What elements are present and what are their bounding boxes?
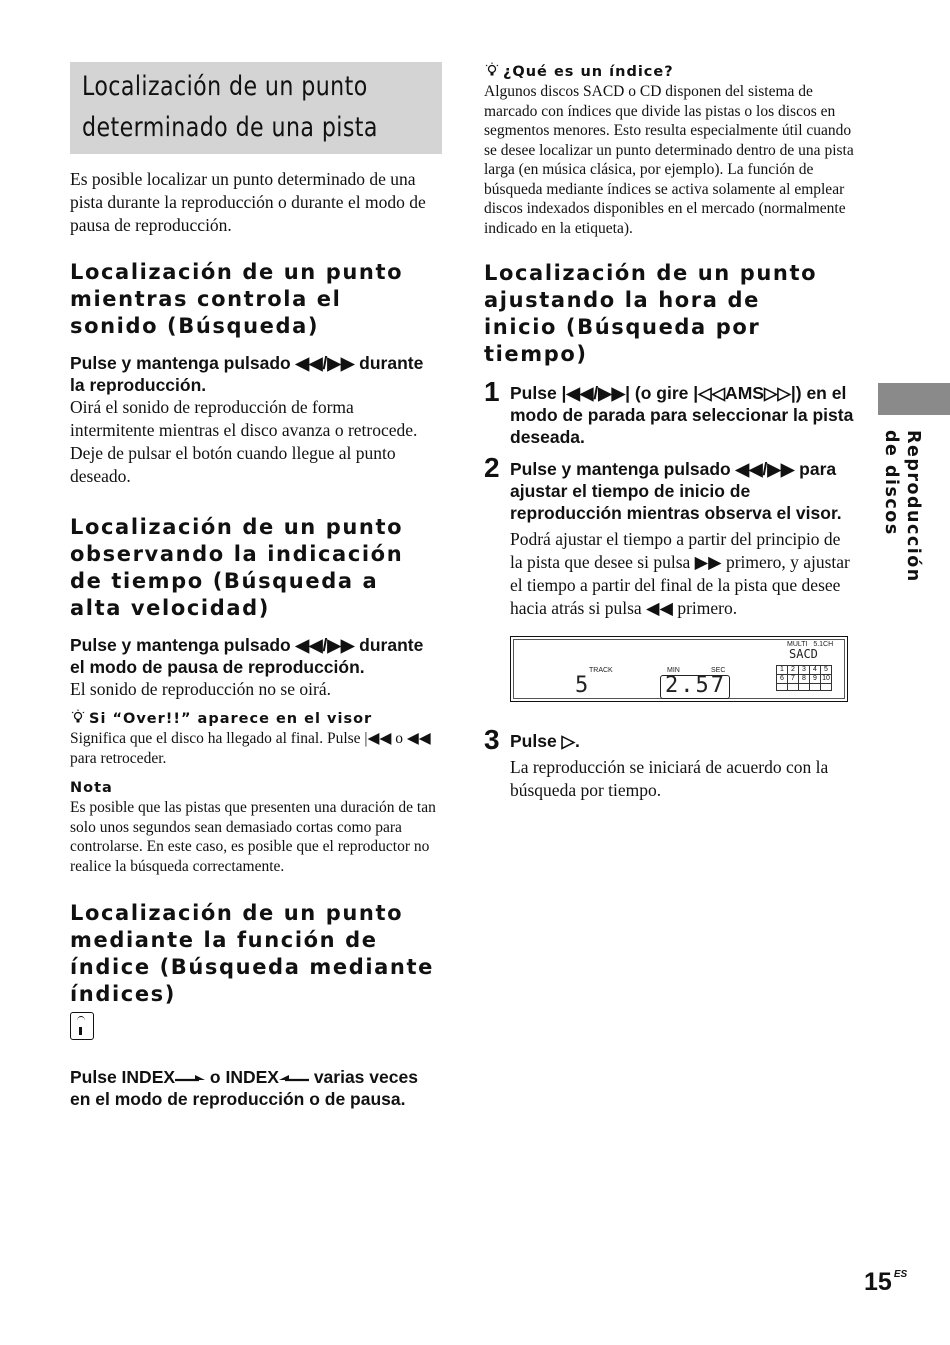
page-number-value: 15 <box>864 1268 892 1296</box>
note-heading: Nota <box>70 780 113 796</box>
step-3-text: Pulse ▷. <box>510 731 580 751</box>
step-3-body: La reproducción se iniciará de acuerdo con la búsqueda por tiempo. <box>510 757 829 800</box>
lightbulb-icon <box>484 62 500 78</box>
section-heading-index: Localización de un punto mediante la función de índice (Búsqueda mediante índices) <box>70 901 434 1006</box>
grid-cell: 3 <box>799 666 810 675</box>
lightbulb-icon <box>70 709 86 725</box>
display-sec-label: SEC <box>711 667 726 674</box>
step-number: 2 <box>484 452 500 483</box>
tip-heading-text: Si “Over!!” aparece en el visor <box>89 711 373 727</box>
section-heading-high-speed: Localización de un punto observando la indicación de tiempo (Búsqueda a alta velocidad) <box>70 515 404 620</box>
step-2-body: Podrá ajustar el tiempo a partir del principio de la pista que desee si pulsa ▶▶ primero, y ajustar el tiempo a partir del final de la pista que desee hacia atrás si pulsa ◀◀ primero. <box>510 529 850 618</box>
step-3 <box>484 724 856 802</box>
grid-cell <box>777 684 788 691</box>
grid-cell: 4 <box>810 666 821 675</box>
sidebar-line: Reproducción <box>903 430 923 583</box>
display-sacd: SACD <box>789 647 818 661</box>
intro-text: Es posible localizar un punto determinado de una pista durante la reproducción o durante el modo de pausa de reproducción. <box>70 169 426 235</box>
sidebar-text-block <box>880 430 924 583</box>
step-2 <box>484 452 856 620</box>
instruction-index <box>70 1066 442 1110</box>
instruction-search <box>70 352 442 396</box>
note-body: Es posible que las pistas que presenten una duración de tan solo unos segundos sean demasiado cortas como para controlarse. En este caso, es posible que el reproductor no realice la búsqueda correctamente. <box>70 799 436 875</box>
grid-cell: 7 <box>788 675 799 684</box>
index-back-arrow-icon <box>279 1073 309 1083</box>
right-column <box>484 62 856 802</box>
title-box <box>70 62 442 154</box>
tip-body-over: Significa que el disco ha llegado al final. Pulse |◀◀ o ◀◀ para retroceder. <box>70 730 431 767</box>
display-track-value: 5 <box>575 673 589 698</box>
section-tab <box>878 383 950 415</box>
left-column <box>70 62 442 1110</box>
instruction-text: varias veces <box>308 1067 418 1087</box>
grid-cell: 6 <box>777 675 788 684</box>
page-language: ES <box>893 1269 908 1280</box>
instruction-text: Pulse INDEX <box>70 1067 176 1087</box>
lcd-display-illustration <box>510 636 848 702</box>
page-number <box>864 1268 907 1297</box>
grid-cell: 9 <box>810 675 821 684</box>
grid-cell: 5 <box>821 666 832 675</box>
grid-row <box>777 666 832 675</box>
grid-cell: 10 <box>822 675 830 682</box>
step-number: 1 <box>484 376 500 407</box>
instruction-line: Pulse y mantenga pulsado ◀◀/▶▶ durante <box>70 635 424 655</box>
title-line: determinado de una pista <box>82 112 378 143</box>
tip-heading-index <box>484 62 856 82</box>
body-high-speed: El sonido de reproducción no se oirá. <box>70 679 331 699</box>
step-1 <box>484 376 856 448</box>
instruction-line: en el modo de reproducción o de pausa. <box>70 1089 406 1109</box>
index-forward-arrow-icon <box>175 1073 205 1083</box>
section-heading-search: Localización de un punto mientras controla el sonido (Búsqueda) <box>70 260 404 338</box>
grid-row <box>777 684 832 691</box>
tip-heading-over <box>70 709 442 729</box>
title-line: Localización de un punto <box>82 71 368 102</box>
grid-cell <box>821 684 832 691</box>
grid-cell: 8 <box>799 675 810 684</box>
grid-cell <box>810 684 821 691</box>
display-track-label: TRACK <box>589 667 613 674</box>
step-number: 3 <box>484 724 500 755</box>
display-track-grid <box>776 665 832 691</box>
section-heading-time-search: Localización de un punto ajustando la hora de inicio (Búsqueda por tiempo) <box>484 261 818 366</box>
grid-cell <box>788 684 799 691</box>
grid-cell <box>799 684 810 691</box>
instruction-text: o INDEX <box>205 1067 279 1087</box>
step-2-text: Pulse y mantenga pulsado ◀◀/▶▶ para ajustar el tiempo de inicio de reproducción mientras observa el visor. <box>510 459 842 523</box>
body-search: Oirá el sonido de reproducción de forma intermitente mientras el disco avanza o retrocede. Deje de pulsar el botón cuando llegue al punto deseado. <box>70 397 418 486</box>
display-time-value: 2.57 <box>665 673 726 698</box>
grid-row <box>777 675 832 684</box>
step-1-text: Pulse |◀◀/▶▶| (o gire |◁◁AMS▷▷|) en el modo de parada para seleccionar la pista deseada. <box>510 383 854 447</box>
sidebar-line: de discos <box>881 430 901 536</box>
instruction-line: la reproducción. <box>70 375 207 395</box>
section-sidebar-label <box>880 430 926 610</box>
grid-cell: 1 <box>777 666 788 675</box>
tip-body-index: Algunos discos SACD o CD disponen del sistema de marcado con índices que divide las pistas o los discos en segmentos menores. Esto resulta especialmente útil cuando se desee localizar un punto determinado dentro de una pista larga (en música clásica, por ejemplo). La función de búsqueda mediante índices se activa solamente al emplear discos indexados disponibles en el mercado (normalmente indicado en la etiqueta). <box>484 83 854 237</box>
grid-cell: 2 <box>788 666 799 675</box>
display-min-label: MIN <box>667 667 680 674</box>
instruction-line: el modo de pausa de reproducción. <box>70 657 365 677</box>
tip-heading-text: ¿Qué es un índice? <box>503 64 674 80</box>
page-title <box>82 66 378 148</box>
instruction-high-speed <box>70 634 442 678</box>
instruction-line: Pulse y mantenga pulsado ◀◀/▶▶ durante <box>70 353 424 373</box>
display-multi-label: MULTI 5.1CH <box>787 641 834 648</box>
remote-control-icon <box>70 1012 94 1040</box>
